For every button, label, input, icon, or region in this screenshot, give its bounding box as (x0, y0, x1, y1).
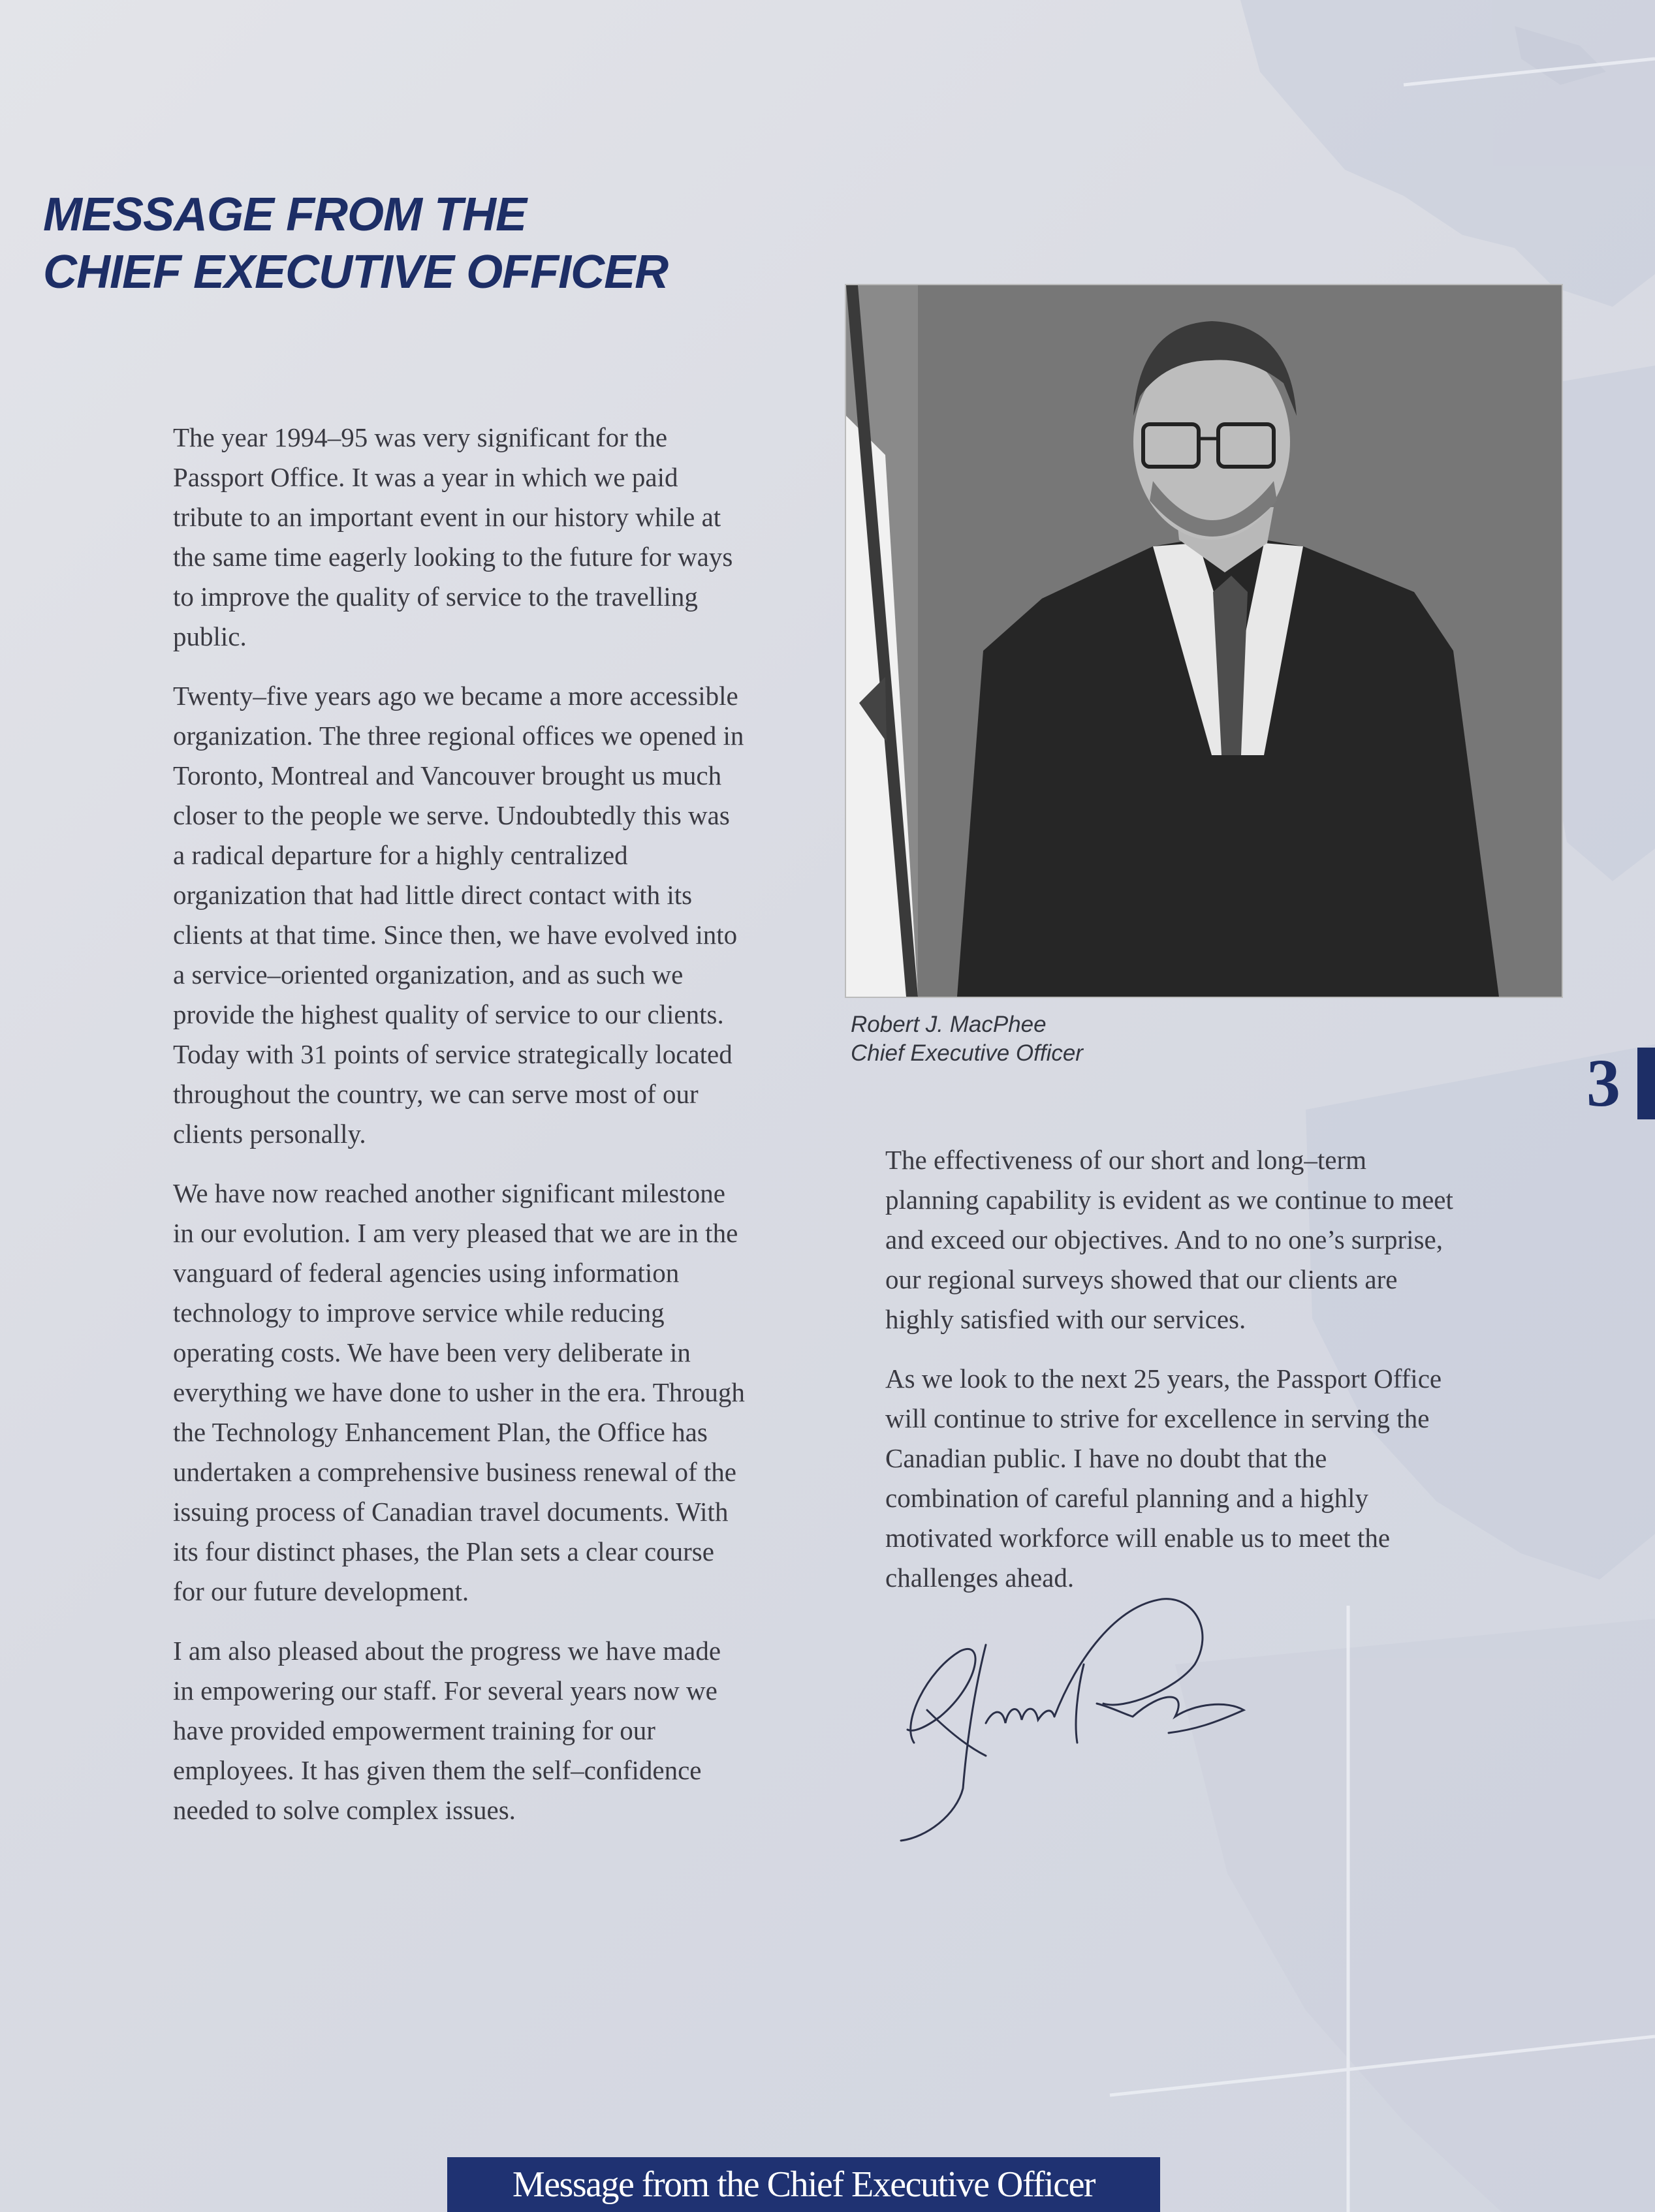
paragraph: I am also pleased about the progress we have made in empowering our staff. For several years now we have provided empowerment training for our employees. It has given them the self–confidence needed to solve complex issues. (173, 1636, 721, 1825)
page-title-line-1: MESSAGE FROM THE (43, 189, 527, 241)
page-number: 3 (1586, 1046, 1620, 1121)
paragraph: The effectiveness of our short and long–term planning capability is evident as we continue to meet and exceed our objectives. And to no one’s surprise, our regional surveys showed that our clients are highly satisfied with our services. (885, 1145, 1453, 1334)
footer-section-label: Message from the Chief Executive Officer (447, 2157, 1160, 2212)
caption-name: Robert J. MacPhee (851, 1012, 1047, 1037)
signature (888, 1593, 1293, 1847)
paragraph: We have now reached another significant milestone in our evolution. I am very pleased that we are in the vanguard of federal agencies using information technology to improve service while reducing operating costs. We have been very deliberate in everything we have done to usher in the era. Through the Technology Enhancement Plan, the Office has undertaken a comprehensive business renewal of the issuing process of Canadian travel documents. With its four distinct phases, the Plan sets a clear course for our future development. (173, 1178, 745, 1606)
caption-role: Chief Executive Officer (851, 1040, 1083, 1066)
left-column (173, 418, 748, 1850)
paragraph: Twenty–five years ago we became a more accessible organization. The three regional offices we opened in Toronto, Montreal and Vancouver brought us much closer to the people we serve. Undoubtedly this was a radical departure for a highly centralized organization that had little direct contact with its clients at that time. Since then, we have evolved into a service–oriented organization, and as such we provide the highest quality of service to our clients. Today with 31 points of service strategically located throughout the country, we can serve most of our clients personally. (173, 681, 744, 1149)
paragraph: The year 1994–95 was very significant for the Passport Office. It was a year in which we paid tribute to an important event in our history while at the same time eagerly looking to the future for ways to improve the quality of service to the travelling public. (173, 422, 733, 651)
page-title-line-2: CHIEF EXECUTIVE OFFICER (43, 246, 669, 298)
page-tab-marker (1637, 1048, 1655, 1119)
paragraph: As we look to the next 25 years, the Passport Office will continue to strive for excellence in serving the Canadian public. I have no doubt that the combination of careful planning and a highly motivated workforce will enable us to meet the challenges ahead. (885, 1363, 1442, 1593)
page-title (43, 186, 668, 301)
ceo-portrait-photo (846, 285, 1562, 997)
right-column (885, 1140, 1460, 1617)
photo-caption (851, 1010, 1083, 1068)
